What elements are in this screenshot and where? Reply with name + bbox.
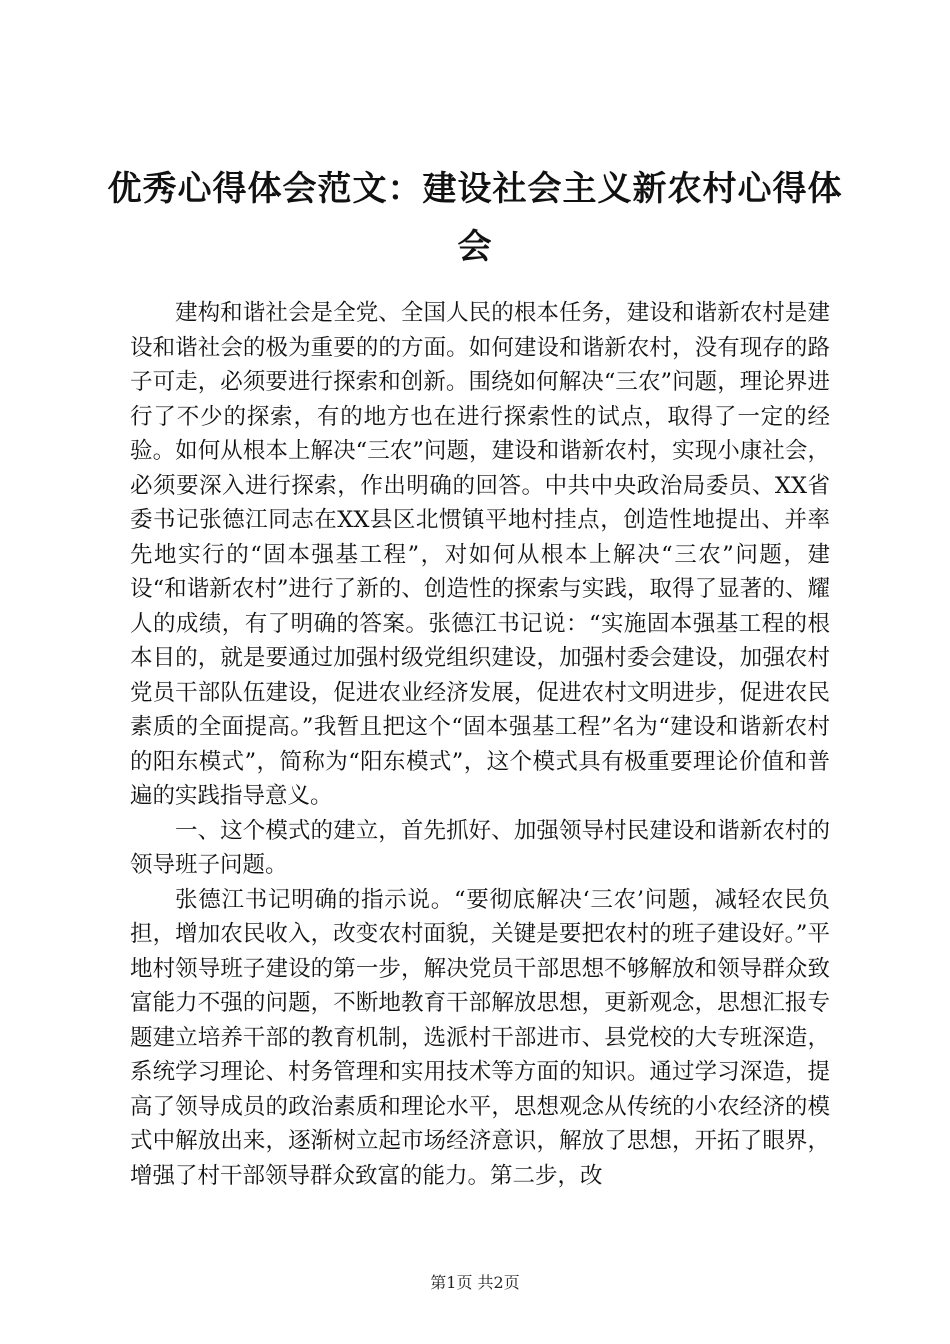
body-paragraph: 建构和谐社会是全党、全国人民的根本任务，建设和谐新农村是建设和谐社会的极为重要的的方面。如何建设和谐新农村，没有现存的路子可走，必须要进行探索和创新。围绕如何解决“三农”问题，理论界进行了不少的探索，有的地方也在进行探索性的试点，取得了一定的经验。如何从根本上解决“三农”问题，建设和谐新农村，实现小康社会，必须要深入进行探索，作出明确的回答。中共中央政治局委员、XX省委书记张德江同志在XX县区北惯镇平地村挂点，创造性地提出、并率先地实行的“固本强基工程”，对如何从根本上解决“三农”问题，建设“和谐新农村”进行了新的、创造性的探索与实践，取得了显著的、耀人的成绩，有了明确的答案。张德江书记说：“实施固本强基工程的根本目的，就是要通过加强村级党组织建设，加强村委会建设，加强农村党员干部队伍建设，促进农业经济发展，促进农村文明进步，促进农民素质的全面提高。”我暂且把这个“固本强基工程”名为“建设和谐新农村的阳东模式”，简称为“阳东模式”，这个模式具有极重要理论价值和普遍的实践指导意义。 [130,300,830,809]
body-paragraph: 一、这个模式的建立，首先抓好、加强领导村民建设和谐新农村的领导班子问题。 [130,817,830,878]
page-number-footer: 第1页 共2页 [430,1273,520,1292]
body-paragraph: 张德江书记明确的指示说。“要彻底解决‘三农’问题，减轻农民负担，增加农民收入，改变农村面貌，关键是要把农村的班子建设好。”平地村领导班子建设的第一步，解决党员干部思想不够解放和领导群众致富能力不强的问题，不断地教育干部解放思想，更新观念，思想汇报专题建立培养干部的教育机制，选派村干部进市、县党校的大专班深造，系统学习理论、村务管理和实用技术等方面的知识。通过学习深造，提高了领导成员的政治素质和理论水平，思想观念从传统的小农经济的模式中解放出来，逐渐树立起市场经济意识，解放了思想，开拓了眼界，增强了村干部领导群众致富的能力。第二步，改 [130,886,830,1189]
document-body [130,296,830,1193]
document-title: 优秀心得体会范文：建设社会主义新农村心得体会 [107,169,843,267]
